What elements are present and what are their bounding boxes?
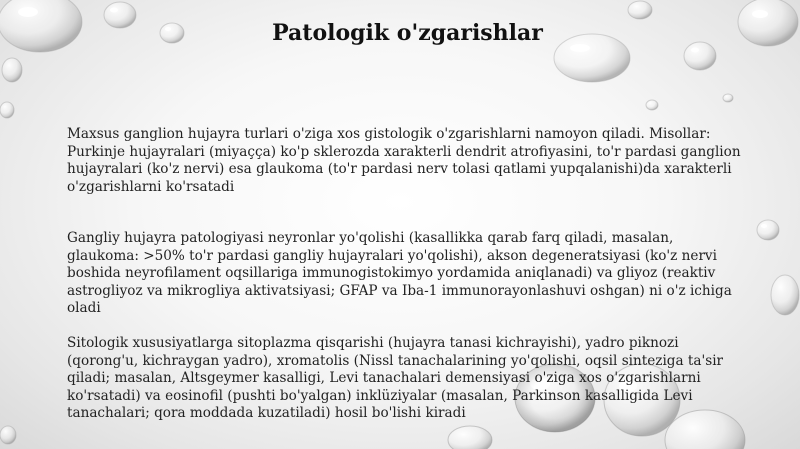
paragraph-ganglion-types: Maxsus ganglion hujayra turlari o'ziga xos gistologik o'zgarishlarni namoyon qiladi. Misollar: Purkinje hujayralari (miyaçça) ko'p sklerozda xarakterli dendrit atrofiyasini, to'r pardasi ganglion hujayralari (ko'z nervi) esa glaukoma (to'r pardasi nerv tolasi qatlami yupqalanishi)da xarakterli o'zgarishlarni ko'rsatadi [67, 126, 741, 195]
droplet [684, 42, 716, 70]
droplet [771, 275, 799, 315]
droplet [0, 102, 14, 118]
paragraph-cytologic-features: Sitologik xususiyatlarga sitoplazma qisqarishi (hujayra tanasi kichrayishi), yadro piknozi (qorong'u, kichraygan yadro), xromatolis (Nissl tanachalarining yo'qolishi, oqsil sinteziga ta'sir qiladi; masalan, Altsgeymer kasalligi, Levi tanachalari demensiyasi o'ziga xos o'zgarishlarni ko'rsatadi) va eosinofil (pushti bo'yalgan) inklüziyalar (masalan, Parkinson kasalligida Levi tanachalari; qora moddada kuzatiladi) hosil bo'lishi kiradi [67, 335, 724, 422]
droplet [646, 100, 658, 110]
droplet [2, 58, 22, 82]
droplet [757, 220, 779, 240]
droplet [723, 94, 733, 102]
droplet [448, 426, 492, 449]
droplet [628, 1, 652, 19]
slide-title: Patologik o'zgarishlar [272, 20, 543, 46]
paragraph-ganglion-pathology: Gangliy hujayra patologiyasi neyronlar yo'qolishi (kasallikka qarab farq qiladi, masalan, glaukoma: >50% to'r pardasi gangliy hujayralari yo'qolishi), akson degeneratsiyasi (ko'z nervi boshida neyrofilament oqsillariga immunogistokimyo yordamida aniqlanadi) va gliyoz (reaktiv astrogliyoz va mikrogliya aktivatsiyasi; GFAP va Iba-1 immunorayonlashuvi oshgan) ni o'z ichiga oladi [67, 230, 732, 317]
droplet [0, 426, 16, 444]
